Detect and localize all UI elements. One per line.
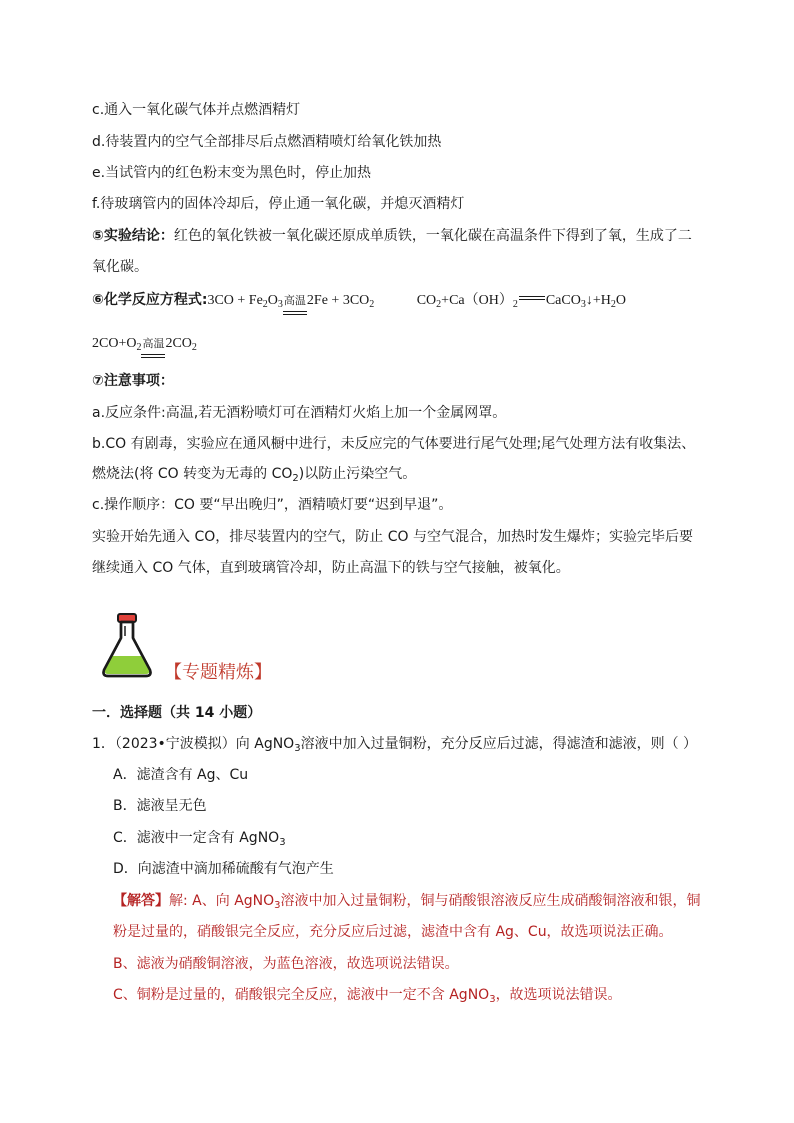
notes-label: ⑦注意事项： [92, 373, 174, 389]
conclusion-text: 红色的氧化铁被一氧化碳还原成单质铁，一氧化碳在高温条件下得到了氧，生成了二 [173, 228, 692, 244]
equation-3: $2CO+O_2$高温$2CO_2$ [92, 336, 197, 353]
answer-line-3: B、滤液为硝酸铜溶液，为蓝色溶液，故选项说法错误。 [113, 956, 459, 972]
answer-tag: 【解答】 [113, 893, 169, 909]
answer-line-1: 【解答】解: A、向 AgNO$_3$溶液中加入过量铜粉，铜与硝酸银溶液反应生成硝酸铜溶液和银，铜 [113, 893, 701, 911]
option-c: C．滤液中一定含有 AgNO$_3$ [113, 830, 286, 848]
equation-2: $CO_2+Ca(OH)_2$ $CaCO_3↓+H_2O$ [416, 293, 626, 310]
section-heading: 一．选择题（共 14 小题） [92, 705, 262, 721]
step-e: e.当试管内的红色粉末变为黑色时，停止加热 [92, 165, 372, 181]
condition-high-temp-2: 高温 [141, 334, 165, 354]
note-b-2: 燃烧法(将 CO 转变为无毒的 $CO_2$)以防止污染空气。 [92, 466, 417, 484]
step-f: f.待玻璃管内的固体冷却后，停止通一氧化碳，并熄灭酒精灯 [92, 196, 465, 212]
option-b: B．滤液呈无色 [113, 798, 207, 814]
conclusion-label: ⑤实验结论： [92, 228, 174, 244]
step-c: c.通入一氧化碳气体并点燃酒精灯 [92, 102, 301, 118]
step-d: d.待装置内的空气全部排尽后点燃酒精喷灯给氧化铁加热 [92, 134, 442, 150]
question-stem: 1．（2023•宁波模拟）向 AgNO$_3$溶液中加入过量铜粉，充分反应后过滤，得滤渣和滤液，则（ ） [92, 736, 698, 754]
note-a: a.反应条件:高温,若无酒粉喷灯可在酒精灯火焰上加一个金属网罩。 [92, 405, 507, 421]
note-paragraph-1: 实验开始先通入 CO，排尽装置内的空气，防止 CO 与空气混合，加热时发生爆炸；实验完毕后要 [92, 529, 693, 545]
conclusion-line-2: 氧化碳。 [92, 259, 148, 275]
note-c: c.操作顺序：CO 要“早出晚归”，酒精喷灯要“迟到早退”。 [92, 497, 453, 513]
condition-high-temp: 高温 [283, 291, 307, 311]
equation-label: ⑥化学反应方程式: [92, 292, 208, 308]
equals-bar [519, 296, 545, 300]
equation-line-2 [92, 333, 197, 354]
note-paragraph-2: 继续通入 CO 气体，直到玻璃管冷却，防止高温下的铁与空气接触，被氧化。 [92, 560, 570, 576]
answer-line-2: 粉是过量的，硝酸银完全反应，充分反应后过滤，滤渣中含有 Ag、Cu，故选项说法正确。 [113, 924, 673, 940]
equation-line-1 [92, 290, 626, 311]
answer-line-4: C、铜粉是过量的，硝酸银完全反应，滤液中一定不含 AgNO$_3$，故选项说法错误。 [113, 987, 622, 1005]
option-d: D．向滤渣中滴加稀硫酸有气泡产生 [113, 861, 334, 877]
option-a: A．滤渣含有 Ag、Cu [113, 767, 249, 783]
note-b-1: b.CO 有剧毒，实验应在通风橱中进行，未反应完的气体要进行尾气处理;尾气处理方法有收集法、 [92, 436, 696, 452]
topic-title: 【专题精炼】 [164, 662, 272, 683]
equation-1: $3CO + Fe_2O_3$高温$2Fe + 3CO_2$ [207, 293, 375, 310]
flask-icon [98, 612, 162, 680]
conclusion-line [92, 226, 692, 246]
